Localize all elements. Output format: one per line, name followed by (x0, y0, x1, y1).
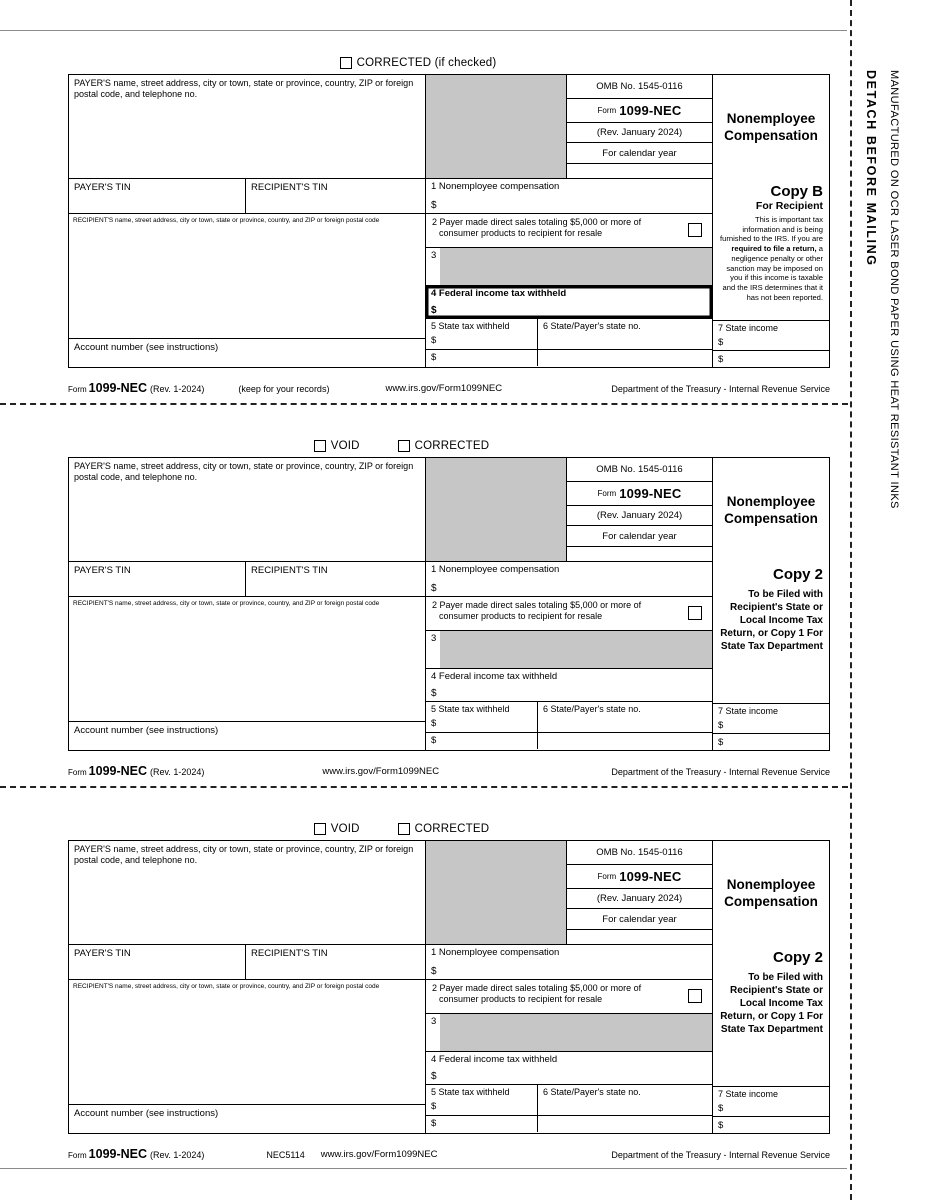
box2-label: 2 Payer made direct sales totaling $5,000 or more of consumer products to recipient for resale (432, 217, 642, 238)
dollar-row (713, 334, 829, 351)
blank-row (538, 715, 712, 733)
void-label: VOID (330, 822, 360, 835)
recipient-name-box (69, 214, 425, 339)
omb-stack (566, 841, 712, 944)
corrected-checkbox[interactable] (398, 440, 410, 452)
omb-number: OMB No. 1545-0116 (567, 458, 712, 482)
copy-filing-text: To be Filed with Recipient's State or Local Income Tax Return, or Copy 1 For State Tax Department (720, 589, 823, 652)
footer-form-word: Form (68, 385, 87, 394)
left-column (69, 841, 426, 1133)
recipient-tin-box (246, 562, 425, 596)
box1-nonemployee-compensation (426, 179, 712, 214)
treasury-text: Department of the Treasury - Internal Revenue Service (611, 1150, 830, 1160)
box6-label: 6 State/Payer's state no. (543, 1087, 641, 1097)
blank-row (538, 332, 712, 350)
copy-title: Copy 2 (772, 566, 823, 583)
recipient-name-label: RECIPIENT'S name, street address, city or town, state or province, country, and ZIP or foreign postal code (73, 983, 380, 990)
recipient-name-box (69, 980, 425, 1105)
account-number-box (69, 1105, 425, 1133)
blank-row (538, 350, 712, 367)
box5-state-tax (426, 1085, 538, 1132)
omb-stack (566, 458, 712, 561)
dollar-sign: $ (431, 583, 437, 594)
irs-website: www.irs.gov/Form1099NEC (385, 383, 503, 394)
tin-row (69, 562, 425, 597)
corrected-checkbox[interactable] (398, 823, 410, 835)
dollar-row (426, 1116, 537, 1133)
box3-reserved (426, 248, 712, 286)
void-label: VOID (330, 439, 360, 452)
product-code: NEC5114 (266, 1150, 305, 1160)
box7-label: 7 State income (718, 323, 779, 333)
payer-name-label: PAYER'S name, street address, city or town, state or province, country, ZIP or foreign postal code, and telephone no. (74, 78, 414, 99)
dollar-sign: $ (431, 735, 437, 747)
corrected-checkbox-group (398, 440, 490, 452)
box2-direct-sales (426, 980, 712, 1014)
corrected-label: CORRECTED (if checked) (356, 56, 497, 69)
manufactured-text: MANUFACTURED ON OCR LASER BOND PAPER USING HEAT RESISTANT INKS (888, 70, 900, 509)
recipient-tin-label: RECIPIENT'S TIN (251, 948, 328, 959)
title-line1: Nonemployee (726, 111, 816, 126)
box3-reserved (426, 1014, 712, 1052)
account-number-box (69, 339, 425, 367)
footer-revision: (Rev. 1-2024) (150, 767, 205, 777)
footer-form-word: Form (68, 768, 87, 777)
calendar-year-field (567, 164, 712, 178)
payer-tin-box (69, 562, 246, 596)
box5-label: 5 State tax withheld (431, 704, 510, 714)
box3-label: 3 (431, 250, 437, 261)
header-area (426, 75, 712, 179)
box4-federal-tax-withheld (426, 669, 712, 702)
copy-designation (713, 179, 829, 320)
middle-column (426, 841, 713, 1133)
box3-shaded-area (440, 248, 712, 285)
middle-column (426, 458, 713, 750)
sheet-bottom-edge (0, 1168, 847, 1169)
perforation-line (0, 403, 848, 405)
box6-payer-state-no (538, 319, 712, 366)
box4-label: 4 Federal income tax withheld (431, 1054, 558, 1065)
box1-nonemployee-compensation (426, 562, 712, 597)
dollar-sign: $ (431, 1118, 437, 1130)
box1-label: 1 Nonemployee compensation (431, 181, 560, 192)
corrected-checkbox-group (340, 57, 497, 69)
form-1099nec-copy-b (68, 54, 830, 395)
calendar-year-label: For calendar year (567, 526, 712, 547)
dollar-sign: $ (431, 688, 437, 699)
corrected-label: CORRECTED (414, 822, 490, 835)
corrected-label: CORRECTED (414, 439, 490, 452)
dollar-sign: $ (718, 719, 724, 731)
box7-state-income (713, 320, 829, 367)
revision-date: (Rev. January 2024) (567, 506, 712, 526)
form-number-cell (567, 99, 712, 123)
dollar-row (426, 350, 537, 367)
box7-state-income (713, 703, 829, 750)
form-table (68, 840, 830, 1134)
box2-label: 2 Payer made direct sales totaling $5,000 or more of consumer products to recipient for resale (432, 983, 642, 1004)
box3-label: 3 (431, 633, 437, 644)
dollar-sign: $ (431, 1071, 437, 1082)
corrected-checkbox-group (398, 823, 490, 835)
recipient-name-box (69, 597, 425, 722)
calendar-year-label: For calendar year (567, 909, 712, 930)
dollar-row (426, 332, 537, 350)
dollar-row (713, 734, 829, 750)
account-number-label: Account number (see instructions) (74, 1108, 219, 1119)
box4-label: 4 Federal income tax withheld (431, 288, 567, 299)
dollar-sign: $ (431, 200, 437, 211)
recipient-tin-label: RECIPIENT'S TIN (251, 182, 328, 193)
checkbox-row (68, 437, 830, 454)
payer-tin-label: PAYER'S TIN (74, 948, 131, 959)
payer-tin-box (69, 945, 246, 979)
box6-payer-state-no (538, 702, 712, 749)
form-1099nec-copy-2-first (68, 437, 830, 778)
box3-reserved (426, 631, 712, 669)
shaded-box (426, 841, 566, 944)
header-area (426, 458, 712, 562)
omb-number: OMB No. 1545-0116 (567, 841, 712, 865)
recipient-instructions (719, 215, 823, 302)
shaded-box (426, 75, 566, 178)
copy-title: Copy 2 (772, 949, 823, 966)
form-footer (68, 373, 830, 395)
void-checkbox-group (314, 440, 360, 452)
payer-tin-label: PAYER'S TIN (74, 182, 131, 193)
header-area (426, 841, 712, 945)
account-number-box (69, 722, 425, 750)
revision-date: (Rev. January 2024) (567, 123, 712, 143)
dollar-row (426, 715, 537, 733)
checkbox-row (68, 820, 830, 837)
box2-checkbox[interactable] (688, 989, 702, 1003)
tin-row (69, 945, 425, 980)
box2-checkbox[interactable] (688, 223, 702, 237)
account-number-label: Account number (see instructions) (74, 725, 219, 736)
right-column (713, 841, 829, 1133)
dollar-row (713, 717, 829, 734)
payer-tin-label: PAYER'S TIN (74, 565, 131, 576)
box7-label: 7 State income (718, 706, 779, 716)
sheet-top-edge (0, 30, 847, 31)
box5-label: 5 State tax withheld (431, 1087, 510, 1097)
form-number-cell (567, 865, 712, 889)
box6-label: 6 State/Payer's state no. (543, 321, 641, 331)
copy-title: Copy B (770, 183, 823, 200)
box2-label: 2 Payer made direct sales totaling $5,000 or more of consumer products to recipient for resale (432, 600, 642, 621)
box5-state-tax (426, 319, 538, 366)
dollar-row (713, 1117, 829, 1133)
box3-shaded-area (440, 1014, 712, 1051)
calendar-year-label: For calendar year (567, 143, 712, 164)
form-word: Form (597, 489, 617, 498)
calendar-year-field (567, 930, 712, 944)
form-table (68, 457, 830, 751)
box6-label: 6 State/Payer's state no. (543, 704, 641, 714)
box1-nonemployee-compensation (426, 945, 712, 980)
copy-designation (713, 945, 829, 1086)
box2-checkbox[interactable] (688, 606, 702, 620)
middle-column (426, 75, 713, 367)
form-number: 1099-NEC (619, 103, 682, 118)
void-checkbox-group (314, 823, 360, 835)
box5-state-tax (426, 702, 538, 749)
dollar-row (713, 351, 829, 367)
left-column (69, 458, 426, 750)
tin-row (69, 179, 425, 214)
payer-name-box (69, 75, 425, 179)
footer-form-number: 1099-NEC (88, 381, 148, 395)
box4-federal-tax-withheld (426, 1052, 712, 1085)
irs-website: www.irs.gov/Form1099NEC (320, 1149, 438, 1160)
fine-print-2: a negligence penalty or other sanction may be imposed on you if this income is taxable and the IRS determines that it has not been reported. (722, 244, 823, 302)
payer-name-label: PAYER'S name, street address, city or town, state or province, country, ZIP or foreign postal code, and telephone no. (74, 844, 414, 865)
form-word: Form (597, 106, 617, 115)
box5-label: 5 State tax withheld (431, 321, 510, 331)
form-title (713, 841, 829, 945)
dollar-sign: $ (718, 353, 724, 365)
box7-state-income (713, 1086, 829, 1133)
dollar-sign: $ (718, 1102, 724, 1114)
recipient-name-label: RECIPIENT'S name, street address, city or town, state or province, country, and ZIP or foreign postal code (73, 600, 380, 607)
form-title (713, 458, 829, 562)
calendar-year-field (567, 547, 712, 561)
fine-print-bold: required to file a return, (731, 244, 817, 254)
form-number-cell (567, 482, 712, 506)
recipient-tin-box (246, 179, 425, 213)
shaded-box (426, 458, 566, 561)
void-checkbox[interactable] (314, 823, 326, 835)
blank-row (538, 733, 712, 750)
payer-name-label: PAYER'S name, street address, city or town, state or province, country, ZIP or foreign postal code, and telephone no. (74, 461, 414, 482)
box2-direct-sales (426, 214, 712, 248)
form-table (68, 74, 830, 368)
dollar-sign: $ (718, 336, 724, 348)
box4-federal-tax-withheld (426, 286, 712, 319)
title-line2: Compensation (724, 128, 818, 143)
recipient-name-label: RECIPIENT'S name, street address, city or town, state or province, country, and ZIP or foreign postal code (73, 217, 380, 224)
form-number: 1099-NEC (619, 486, 682, 501)
treasury-text: Department of the Treasury - Internal Revenue Service (611, 384, 830, 394)
treasury-text: Department of the Treasury - Internal Revenue Service (611, 767, 830, 777)
payer-name-box (69, 841, 425, 945)
title-line1: Nonemployee (726, 494, 816, 509)
payer-name-box (69, 458, 425, 562)
form-1099nec-copy-2-second (68, 820, 830, 1161)
footer-form-number: 1099-NEC (88, 764, 148, 778)
omb-number: OMB No. 1545-0116 (567, 75, 712, 99)
recipient-tin-box (246, 945, 425, 979)
dollar-row (426, 1098, 537, 1116)
dollar-sign: $ (431, 966, 437, 977)
dollar-sign: $ (431, 305, 437, 316)
box3-shaded-area (440, 631, 712, 668)
form-title (713, 75, 829, 179)
left-column (69, 75, 426, 367)
dollar-sign: $ (431, 717, 437, 729)
account-number-label: Account number (see instructions) (74, 342, 219, 353)
footer-revision: (Rev. 1-2024) (150, 1150, 205, 1160)
detach-before-mailing-text: DETACH BEFORE MAILING (864, 70, 878, 267)
corrected-checkbox[interactable] (340, 57, 352, 69)
copy-designation (713, 562, 829, 703)
omb-stack (566, 75, 712, 178)
right-column (713, 75, 829, 367)
title-line2: Compensation (724, 511, 818, 526)
form-footer (68, 756, 830, 778)
form-number: 1099-NEC (619, 869, 682, 884)
irs-website: www.irs.gov/Form1099NEC (322, 766, 440, 777)
box7-label: 7 State income (718, 1089, 779, 1099)
recipient-tin-label: RECIPIENT'S TIN (251, 565, 328, 576)
form-footer (68, 1139, 830, 1161)
fine-print-1: This is important tax information and is being furnished to the IRS. If you are (720, 215, 823, 244)
box2-direct-sales (426, 597, 712, 631)
box6-payer-state-no (538, 1085, 712, 1132)
dollar-sign: $ (431, 1100, 437, 1112)
title-line1: Nonemployee (726, 877, 816, 892)
footer-revision: (Rev. 1-2024) (150, 384, 205, 394)
dollar-row (426, 733, 537, 750)
state-boxes (426, 1085, 712, 1132)
box3-label: 3 (431, 1016, 437, 1027)
void-checkbox[interactable] (314, 440, 326, 452)
dollar-sign: $ (431, 352, 437, 364)
state-boxes (426, 702, 712, 749)
box1-label: 1 Nonemployee compensation (431, 947, 560, 958)
perforation-line (0, 786, 848, 788)
footer-form-word: Form (68, 1151, 87, 1160)
blank-row (538, 1098, 712, 1116)
dollar-sign: $ (718, 1119, 724, 1131)
title-line2: Compensation (724, 894, 818, 909)
payer-tin-box (69, 179, 246, 213)
detach-margin (850, 0, 925, 1200)
revision-date: (Rev. January 2024) (567, 889, 712, 909)
box4-label: 4 Federal income tax withheld (431, 671, 558, 682)
blank-row (538, 1116, 712, 1133)
copy-filing-text: To be Filed with Recipient's State or Local Income Tax Return, or Copy 1 For State Tax Department (720, 972, 823, 1035)
dollar-row (713, 1100, 829, 1117)
dollar-sign: $ (431, 334, 437, 346)
footer-form-number: 1099-NEC (88, 1147, 148, 1161)
checkbox-row (68, 54, 830, 71)
keep-records-note: (keep for your records) (238, 384, 330, 394)
state-boxes (426, 319, 712, 366)
box1-label: 1 Nonemployee compensation (431, 564, 560, 575)
right-column (713, 458, 829, 750)
dollar-sign: $ (718, 736, 724, 748)
form-word: Form (597, 872, 617, 881)
copy-subtitle: For Recipient (755, 200, 823, 212)
